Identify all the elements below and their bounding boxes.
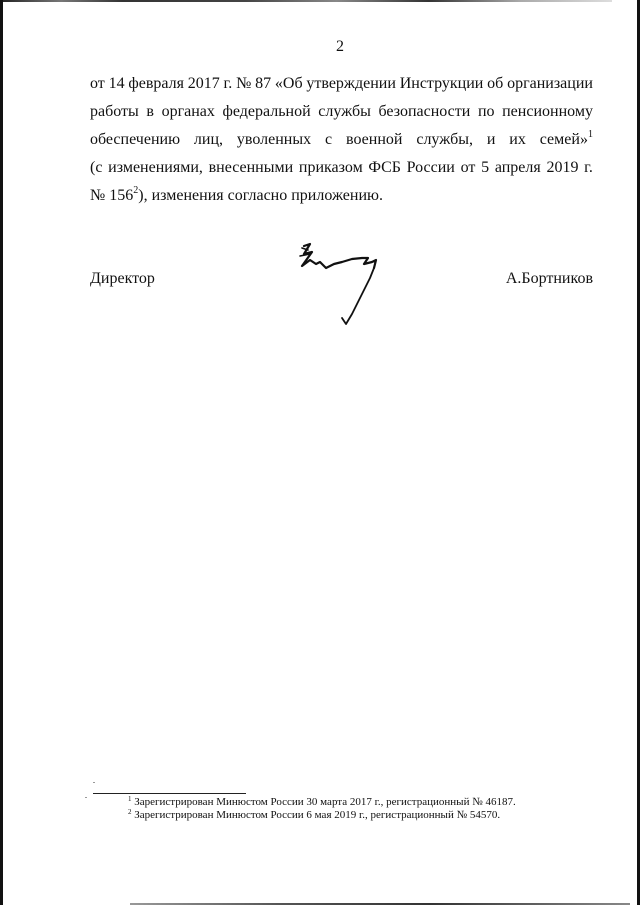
word: (с <box>90 159 103 176</box>
footnote-mark-2: 2 <box>128 808 132 816</box>
last-line-prefix: № 156 <box>90 187 134 204</box>
word: от <box>460 159 476 176</box>
word: по <box>477 103 495 120</box>
word: 2017 <box>187 75 220 92</box>
word: № <box>236 75 252 92</box>
body-line-4 <box>90 154 593 182</box>
word: работы <box>90 103 139 120</box>
word: 14 <box>108 75 125 92</box>
footnote-text-1: Зарегистрирован Минюстом России 30 марта 2017 г., регистрационный № 46187. <box>134 796 516 808</box>
word: от <box>90 75 105 92</box>
body-paragraph <box>90 70 593 210</box>
word: 5 <box>481 159 490 176</box>
word: г. <box>584 159 593 176</box>
word: «Об <box>274 75 303 92</box>
signer-role: Директор <box>90 270 155 287</box>
word: федеральной <box>222 103 311 120</box>
word: апреля <box>494 159 541 176</box>
word: утверждении <box>306 75 396 92</box>
footnote-separator <box>93 793 246 794</box>
word: уволенных <box>236 131 312 148</box>
word: ФСБ <box>368 159 401 176</box>
footnote-mark-1: 1 <box>128 795 132 803</box>
signer-name: А.Бортников <box>505 270 593 287</box>
word: их <box>509 131 526 148</box>
scan-speck <box>85 797 87 798</box>
footnote-ref-2[interactable]: 2 <box>133 185 139 196</box>
signature-block <box>90 268 593 338</box>
last-line-suffix: ), изменения согласно приложению. <box>138 187 383 204</box>
word: органах <box>161 103 215 120</box>
word: приказом <box>298 159 363 176</box>
word: семей» <box>539 131 588 148</box>
body-line-1 <box>90 70 593 98</box>
word: службы <box>318 103 371 120</box>
word: организации <box>507 75 593 92</box>
body-line-2 <box>90 98 593 126</box>
word: февраля <box>128 75 184 92</box>
word: России <box>406 159 455 176</box>
word: военной <box>346 131 403 148</box>
scan-edge-left <box>0 0 3 905</box>
word: обеспечению <box>90 131 181 148</box>
word: и <box>486 131 496 148</box>
word: внесенными <box>208 159 294 176</box>
word: в <box>146 103 154 120</box>
word: пенсионному <box>502 103 593 120</box>
word: 2019 <box>546 159 579 176</box>
footnote-text-2: Зарегистрирован Минюстом России 6 мая 2019 г., регистрационный № 54570. <box>134 809 501 821</box>
word: изменениями, <box>108 159 203 176</box>
footnotes <box>128 796 516 822</box>
scan-edge-top <box>0 0 612 2</box>
footnote-ref-1[interactable]: 1 <box>587 129 593 140</box>
scan-speck <box>93 782 95 783</box>
body-line-5 <box>90 182 593 210</box>
word: об <box>487 75 504 92</box>
word: службы, <box>416 131 473 148</box>
footnote-2 <box>128 809 516 822</box>
handwritten-signature-icon <box>290 238 400 333</box>
footnote-1 <box>128 796 516 809</box>
word-with-footnote <box>540 126 593 154</box>
word: с <box>325 131 333 148</box>
word: Инструкции <box>399 75 484 92</box>
word: г. <box>223 75 233 92</box>
word: 87 <box>255 75 272 92</box>
word: безопасности <box>378 103 471 120</box>
page-number: 2 <box>336 38 344 55</box>
body-line-3 <box>90 126 593 154</box>
word: лиц, <box>193 131 224 148</box>
